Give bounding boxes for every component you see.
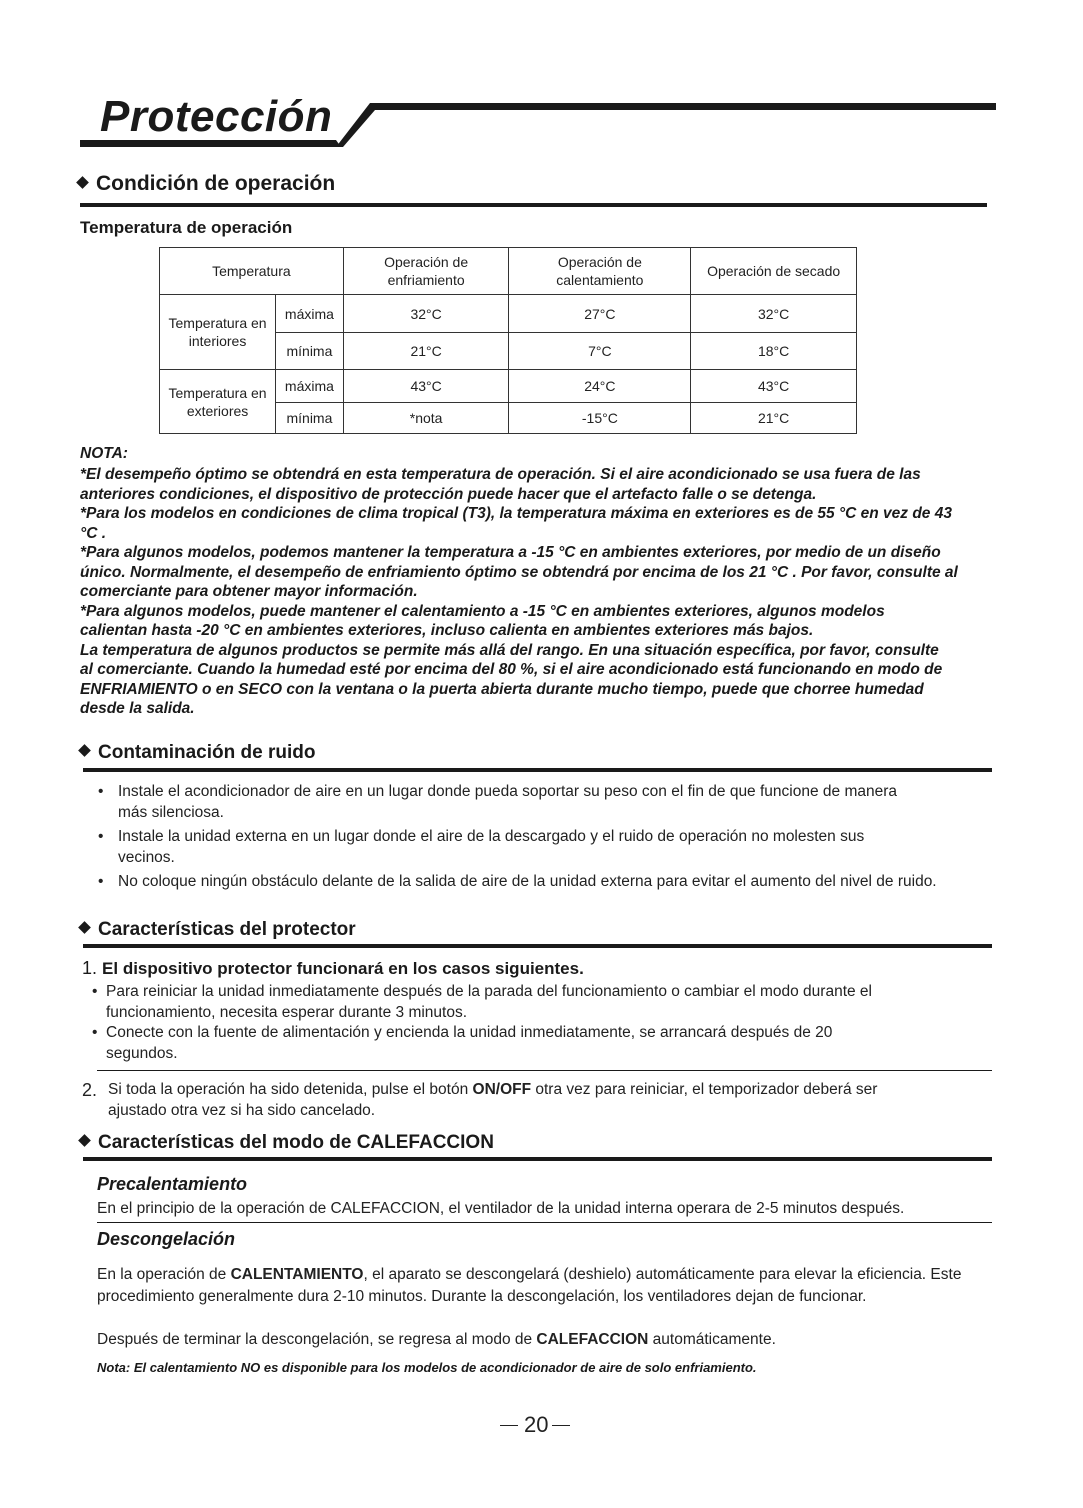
section-heading-text: Características del modo de CALEFACCION [98,1132,494,1153]
page-number [500,1412,570,1438]
operating-temperature-table [159,247,857,434]
header-cooling: Operación de enfriamiento [343,248,509,295]
cell-heating: -15°C [509,403,691,434]
defrost-title: Descongelación [97,1229,236,1249]
header-heating: Operación de calentamiento [509,248,691,295]
row-limit: mínima [276,403,344,434]
table-row [160,370,857,403]
row-group-outdoor: Temperatura en exteriores [160,370,276,434]
row-limit: mínima [276,333,344,370]
header-drying: Operación de secado [691,248,857,295]
on-off-label: ON/OFF [472,1081,532,1098]
notes-block [80,465,960,719]
section-divider [83,1157,992,1161]
section-heading-text: Características del protector [98,919,356,940]
section-heading-heating [80,1132,494,1154]
section-heading-protector [80,919,356,941]
cell-cooling: 43°C [343,370,509,403]
preheat-title: Precalentamiento [97,1174,248,1194]
item-text: Si toda la operación ha sido detenida, pulse el botón ON/OFF otra vez para reiniciar, el temporizador deberá ser ajustado otra vez si ha sido cancelado. [108,1081,878,1119]
item-divider [97,1222,992,1223]
preheat-text: En el principio de la operación de CALEFACCION, el ventilador de la unidad interna operara de 2-5 minutos después. [97,1200,905,1217]
table-row [160,295,857,333]
diamond-bullet-icon [78,921,91,934]
section-divider [83,944,992,948]
note-item: La temperatura de algunos productos se permite más allá del rango. En una situación específica, por favor, consulte al comerciante. Cuando la humedad esté por encima del 80 %, si el aire acondicionado está funcionando en modo de ENFRIAMIENTO o en SECO con la ventana o la puerta abierta durante mucho tiempo, puede que chorree humedad desde la salida. [80,641,943,717]
header-temperature: Temperatura [160,248,344,295]
cell-heating: 27°C [509,295,691,333]
diamond-bullet-icon [78,744,91,757]
protector-bullet-list [92,982,962,1064]
cell-drying: 21°C [691,403,857,434]
list-item: • Para reiniciar la unidad inmediatamente después de la parada del funcionamiento o cambiar el modo durante el funcionamiento, necesita esperar durante 3 minutos. [92,982,962,1023]
bullet-icon: • [92,1024,98,1041]
cell-cooling: 32°C [343,295,509,333]
row-limit: máxima [276,370,344,403]
section-heading-text: Contaminación de ruido [98,742,316,763]
heating-note: Nota: El calentamiento NO es disponible para los modelos de acondicionador de aire de solo enfriamiento. [97,1360,757,1375]
cell-cooling: *nota [343,403,509,434]
section-divider [83,768,992,772]
defrost-paragraph-2: Después de terminar la descongelación, se regresa al modo de CALEFACCION automáticamente. [97,1331,776,1348]
section-heading-text: Condición de operación [96,172,336,195]
page-number-text: 20 [524,1412,549,1437]
title-slash-bar [336,103,996,147]
cell-heating: 24°C [509,370,691,403]
cell-cooling: 21°C [343,333,509,370]
defrost-paragraph-1: En la operación de CALENTAMIENTO, el aparato se descongelará (deshielo) automáticamente para elevar la eficiencia. Este procedimiento generalmente dura 2-10 minutos. Durante la descongelación, los ventiladores dejan de funcionar. [97,1266,962,1305]
cell-drying: 32°C [691,295,857,333]
cell-heating: 7°C [509,333,691,370]
protector-item-1-heading [82,958,584,979]
list-item: • No coloque ningún obstáculo delante de la salida de aire de la unidad externa para evitar el aumento del nivel de ruido. [98,872,958,893]
dash-left [500,1425,518,1426]
item-number: 1. [82,958,98,978]
bullet-icon: • [98,783,104,800]
item-divider [97,1070,992,1071]
list-item: • Instale el acondicionador de aire en un lugar donde pueda soportar su peso con el fin de que funcione de manera más silenciosa. [98,782,958,823]
diamond-bullet-icon [76,176,89,189]
note-item: *Para los modelos en condiciones de clima tropical (T3), la temperatura máxima en exteriores es de 55 °C en vez de 43 °C . [80,505,952,542]
row-group-indoor: Temperatura en interiores [160,295,276,370]
section-divider [80,203,987,207]
item-number: 2. [82,1080,98,1100]
page-title: Protección [100,92,333,141]
dash-right [552,1425,570,1426]
table-header-row [160,248,857,295]
bullet-icon: • [98,873,104,890]
cell-drying: 18°C [691,333,857,370]
protector-item-2 [82,1080,902,1121]
list-item: • Instale la unidad externa en un lugar donde el aire de la descargado y el ruido de operación no molesten sus vecinos. [98,827,958,868]
bullet-icon: • [92,983,98,1000]
row-limit: máxima [276,295,344,333]
cell-drying: 43°C [691,370,857,403]
section-heading-operation [78,172,335,196]
section-heading-noise [80,742,315,764]
diamond-bullet-icon [78,1134,91,1147]
subheading-operating-temperature: Temperatura de operación [80,218,293,237]
list-item: • Conecte con la fuente de alimentación y encienda la unidad inmediatamente, se arrancará después de 20 segundos. [92,1023,962,1064]
noise-bullet-list [98,782,958,893]
bullet-icon: • [98,828,104,845]
item-title: El dispositivo protector funcionará en los casos siguientes. [102,959,584,978]
note-item: *Para algunos modelos, podemos mantener la temperatura a -15 °C en ambientes exteriores, por medio de un diseño único. Normalmente, el desempeño de enfriamiento óptimo se obtendrá por encima de los 21 °C . Por favor, consulte al comerciante para obtener mayor información. [80,544,958,600]
note-title: NOTA: [80,445,128,462]
note-item: *El desempeño óptimo se obtendrá en esta temperatura de operación. Si el aire acondicionado se usa fuera de las anteriores condiciones, el dispositivo de protección puede hacer que el artefacto falle o se detenga. [80,466,921,503]
note-item: *Para algunos modelos, puede mantener el calentamiento a -15 °C en ambientes exteriores, algunos modelos calientan hasta -20 °C en ambientes exteriores, incluso calienta en ambientes exteriores más bajos. [80,602,885,639]
